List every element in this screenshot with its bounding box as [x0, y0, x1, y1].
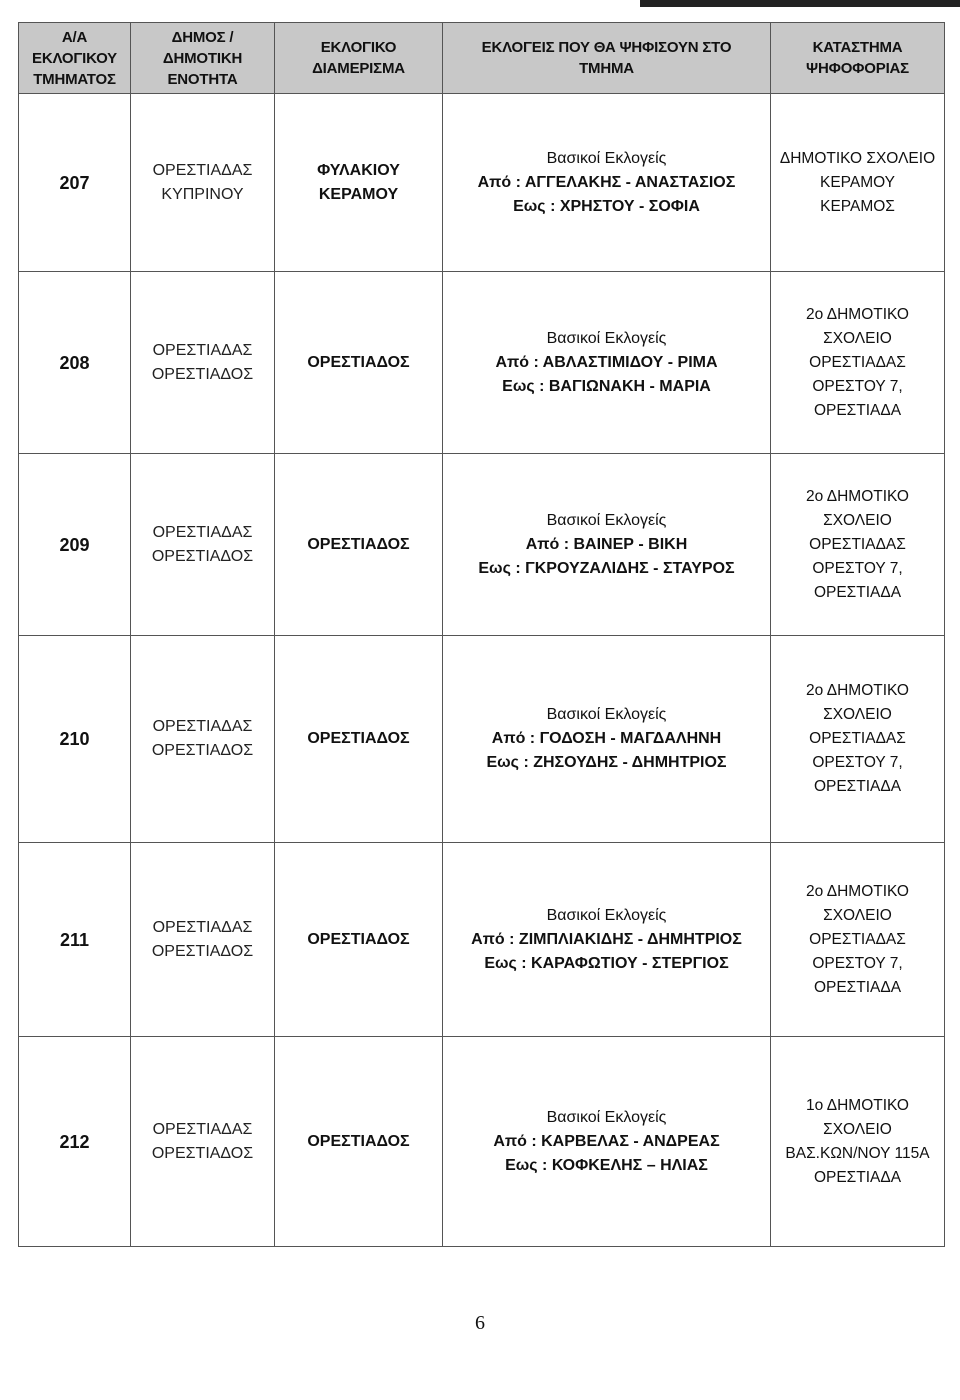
polling-place-line: ΟΡΕΣΤΟΥ 7,	[812, 559, 903, 577]
electoral-district	[275, 94, 443, 272]
polling-place-line: ΟΡΕΣΤΟΥ 7,	[812, 954, 903, 972]
polling-place-line: 2ο ΔΗΜΟΤΙΚΟ	[806, 882, 909, 900]
voters-label: Βασικοί Εκλογείς	[546, 1108, 667, 1126]
polling-place-line: ΟΡΕΣΤΟΥ 7,	[812, 377, 903, 395]
municipal-unit-line: ΟΡΕΣΤΙΑΔΑΣ	[152, 918, 253, 936]
municipal-unit-line: ΟΡΕΣΤΙΑΔΟΣ	[151, 1144, 254, 1162]
polling-place-line: ΟΡΕΣΤΙΑΔΑ	[813, 778, 902, 795]
electoral-district	[275, 454, 443, 636]
municipal-unit-line: ΟΡΕΣΤΙΑΔΑΣ	[152, 161, 253, 179]
voters-to: Εως : ΓΚΡΟΥΖΑΛΙΔΗΣ - ΣΤΑΥΡΟΣ	[478, 559, 735, 577]
voters-label: Βασικοί Εκλογείς	[546, 906, 667, 924]
voters-range	[443, 454, 771, 636]
polling-place-line: ΟΡΕΣΤΙΑΔΑΣ	[809, 730, 906, 747]
voters-from: Από : ΒΑΙΝΕΡ - ΒΙΚΗ	[525, 535, 688, 553]
municipal-unit-line: ΟΡΕΣΤΙΑΔΟΣ	[151, 942, 254, 960]
table-row	[19, 636, 945, 843]
voters-to: Εως : ΖΗΣΟΥΔΗΣ - ΔΗΜΗΤΡΙΟΣ	[486, 754, 727, 771]
polling-place	[771, 636, 945, 843]
polling-place-line: ΔΗΜΟΤΙΚΟ ΣΧΟΛΕΙΟ	[779, 149, 936, 167]
voters-range	[443, 1037, 771, 1247]
voters-range	[443, 843, 771, 1037]
polling-place-line: ΣΧΟΛΕΙΟ	[823, 706, 892, 723]
header-polling-place: ΚΑΤΑΣΤΗΜΑ ΨΗΦΟΦΟΡΙΑΣ	[771, 23, 945, 94]
table-row	[19, 454, 945, 636]
polling-place-line: ΣΧΟΛΕΙΟ	[823, 511, 892, 529]
electoral-district-line: ΟΡΕΣΤΙΑΔΟΣ	[307, 930, 410, 948]
table-row	[19, 1037, 945, 1247]
polling-place-line: ΟΡΕΣΤΟΥ 7,	[812, 754, 903, 771]
polling-place-line: ΒΑΣ.ΚΩΝ/ΝΟΥ 115Α	[785, 1144, 930, 1162]
municipal-unit-line: ΟΡΕΣΤΙΑΔΟΣ	[151, 547, 254, 565]
voters-to: Εως : ΒΑΓΙΩΝΑΚΗ - ΜΑΡΙΑ	[502, 377, 711, 395]
header-section-number: Α/Α ΕΚΛΟΓΙΚΟΥ ΤΜΗΜΑΤΟΣ	[19, 23, 131, 94]
polling-place-line: ΟΡΕΣΤΙΑΔΑΣ	[809, 353, 906, 371]
voters-to: Εως : ΚΑΡΑΦΩΤΙΟΥ - ΣΤΕΡΓΙΟΣ	[484, 954, 729, 972]
polling-place-line: ΟΡΕΣΤΙΑΔΑΣ	[809, 535, 906, 553]
electoral-district-line: ΟΡΕΣΤΙΑΔΟΣ	[307, 535, 410, 553]
polling-place-line: ΣΧΟΛΕΙΟ	[823, 329, 892, 347]
municipal-unit	[131, 94, 275, 272]
voters-to: Εως : ΚΟΦΚΕΛΗΣ – ΗΛΙΑΣ	[505, 1156, 708, 1174]
scan-edge-mark	[640, 0, 960, 7]
section-number: 209	[19, 454, 131, 636]
polling-stations-table	[18, 22, 945, 1247]
section-number: 211	[19, 843, 131, 1037]
header-electoral-district: ΕΚΛΟΓΙΚΟ ΔΙΑΜΕΡΙΣΜΑ	[275, 23, 443, 94]
polling-place-line: ΣΧΟΛΕΙΟ	[823, 906, 892, 924]
municipal-unit	[131, 636, 275, 843]
polling-place-line: ΟΡΕΣΤΙΑΔΑ	[813, 978, 902, 996]
table-row	[19, 272, 945, 454]
section-number: 212	[19, 1037, 131, 1247]
polling-place-line: ΟΡΕΣΤΙΑΔΑ	[813, 401, 902, 419]
voters-label: Βασικοί Εκλογείς	[546, 149, 667, 167]
voters-label: Βασικοί Εκλογείς	[546, 511, 667, 529]
polling-place-line: 2ο ΔΗΜΟΤΙΚΟ	[806, 682, 909, 699]
polling-place-line: ΚΕΡΑΜΟΥ	[819, 173, 895, 191]
section-number: 208	[19, 272, 131, 454]
table-header-row	[19, 23, 945, 94]
polling-place-line: ΟΡΕΣΤΙΑΔΑ	[813, 1168, 902, 1186]
voters-from: Από : ΑΒΛΑΣΤΙΜΙΔΟΥ - ΡΙΜΑ	[495, 353, 718, 371]
voters-range	[443, 94, 771, 272]
polling-place	[771, 1037, 945, 1247]
municipal-unit-line: ΟΡΕΣΤΙΑΔΑΣ	[152, 523, 253, 541]
municipal-unit-line: ΟΡΕΣΤΙΑΔΟΣ	[151, 742, 254, 759]
municipal-unit	[131, 454, 275, 636]
electoral-district	[275, 843, 443, 1037]
voters-range	[443, 272, 771, 454]
table-row	[19, 843, 945, 1037]
header-municipality: ΔΗΜΟΣ / ΔΗΜΟΤΙΚΗ ΕΝΟΤΗΤΑ	[131, 23, 275, 94]
electoral-district-line: ΟΡΕΣΤΙΑΔΟΣ	[307, 1132, 410, 1150]
polling-place-line: ΣΧΟΛΕΙΟ	[823, 1120, 892, 1138]
polling-place-line: ΟΡΕΣΤΙΑΔΑΣ	[809, 930, 906, 948]
municipal-unit-line: ΟΡΕΣΤΙΑΔΑΣ	[152, 341, 253, 359]
voters-from: Από : ΓΟΔΟΣΗ - ΜΑΓΔΑΛΗΝΗ	[491, 730, 722, 747]
polling-place-line: ΟΡΕΣΤΙΑΔΑ	[813, 583, 902, 601]
electoral-district-line: ΟΡΕΣΤΙΑΔΟΣ	[307, 730, 410, 747]
voters-label: Βασικοί Εκλογείς	[546, 329, 667, 347]
table-row	[19, 94, 945, 272]
municipal-unit	[131, 1037, 275, 1247]
electoral-district	[275, 272, 443, 454]
electoral-district-line: ΦΥΛΑΚΙΟΥ	[317, 161, 400, 179]
voters-to: Εως : ΧΡΗΣΤΟΥ - ΣΟΦΙΑ	[513, 197, 700, 215]
section-number: 210	[19, 636, 131, 843]
municipal-unit-line: ΟΡΕΣΤΙΑΔΑΣ	[152, 718, 253, 735]
polling-place-line: ΚΕΡΑΜΟΣ	[820, 197, 895, 215]
polling-place	[771, 272, 945, 454]
electoral-district	[275, 1037, 443, 1247]
voters-from: Από : ΖΙΜΠΛΙΑΚΙΔΗΣ - ΔΗΜΗΤΡΙΟΣ	[471, 930, 742, 948]
electoral-district-line: ΟΡΕΣΤΙΑΔΟΣ	[307, 353, 410, 371]
section-number: 207	[19, 94, 131, 272]
polling-place-line: 2ο ΔΗΜΟΤΙΚΟ	[806, 305, 909, 323]
polling-place-line: 2ο ΔΗΜΟΤΙΚΟ	[806, 487, 909, 505]
polling-place	[771, 454, 945, 636]
polling-place	[771, 94, 945, 272]
page-number: 6	[475, 1312, 485, 1334]
voters-range	[443, 636, 771, 843]
voters-label: Βασικοί Εκλογείς	[546, 706, 667, 723]
electoral-district-line: ΚΕΡΑΜΟΥ	[318, 185, 399, 203]
header-voters: ΕΚΛΟΓΕΙΣ ΠΟΥ ΘΑ ΨΗΦΙΣΟΥΝ ΣΤΟ ΤΜΗΜΑ	[443, 23, 771, 94]
polling-place	[771, 843, 945, 1037]
municipal-unit	[131, 272, 275, 454]
municipal-unit-line: ΟΡΕΣΤΙΑΔΟΣ	[151, 365, 254, 383]
municipal-unit	[131, 843, 275, 1037]
voters-from: Από : ΑΓΓΕΛΑΚΗΣ - ΑΝΑΣΤΑΣΙΟΣ	[477, 173, 736, 191]
voters-from: Από : ΚΑΡΒΕΛΑΣ - ΑΝΔΡΕΑΣ	[493, 1132, 720, 1150]
polling-place-line: 1ο ΔΗΜΟΤΙΚΟ	[806, 1096, 909, 1114]
electoral-district	[275, 636, 443, 843]
municipal-unit-line: ΚΥΠΡΙΝΟΥ	[161, 185, 244, 203]
municipal-unit-line: ΟΡΕΣΤΙΑΔΑΣ	[152, 1120, 253, 1138]
